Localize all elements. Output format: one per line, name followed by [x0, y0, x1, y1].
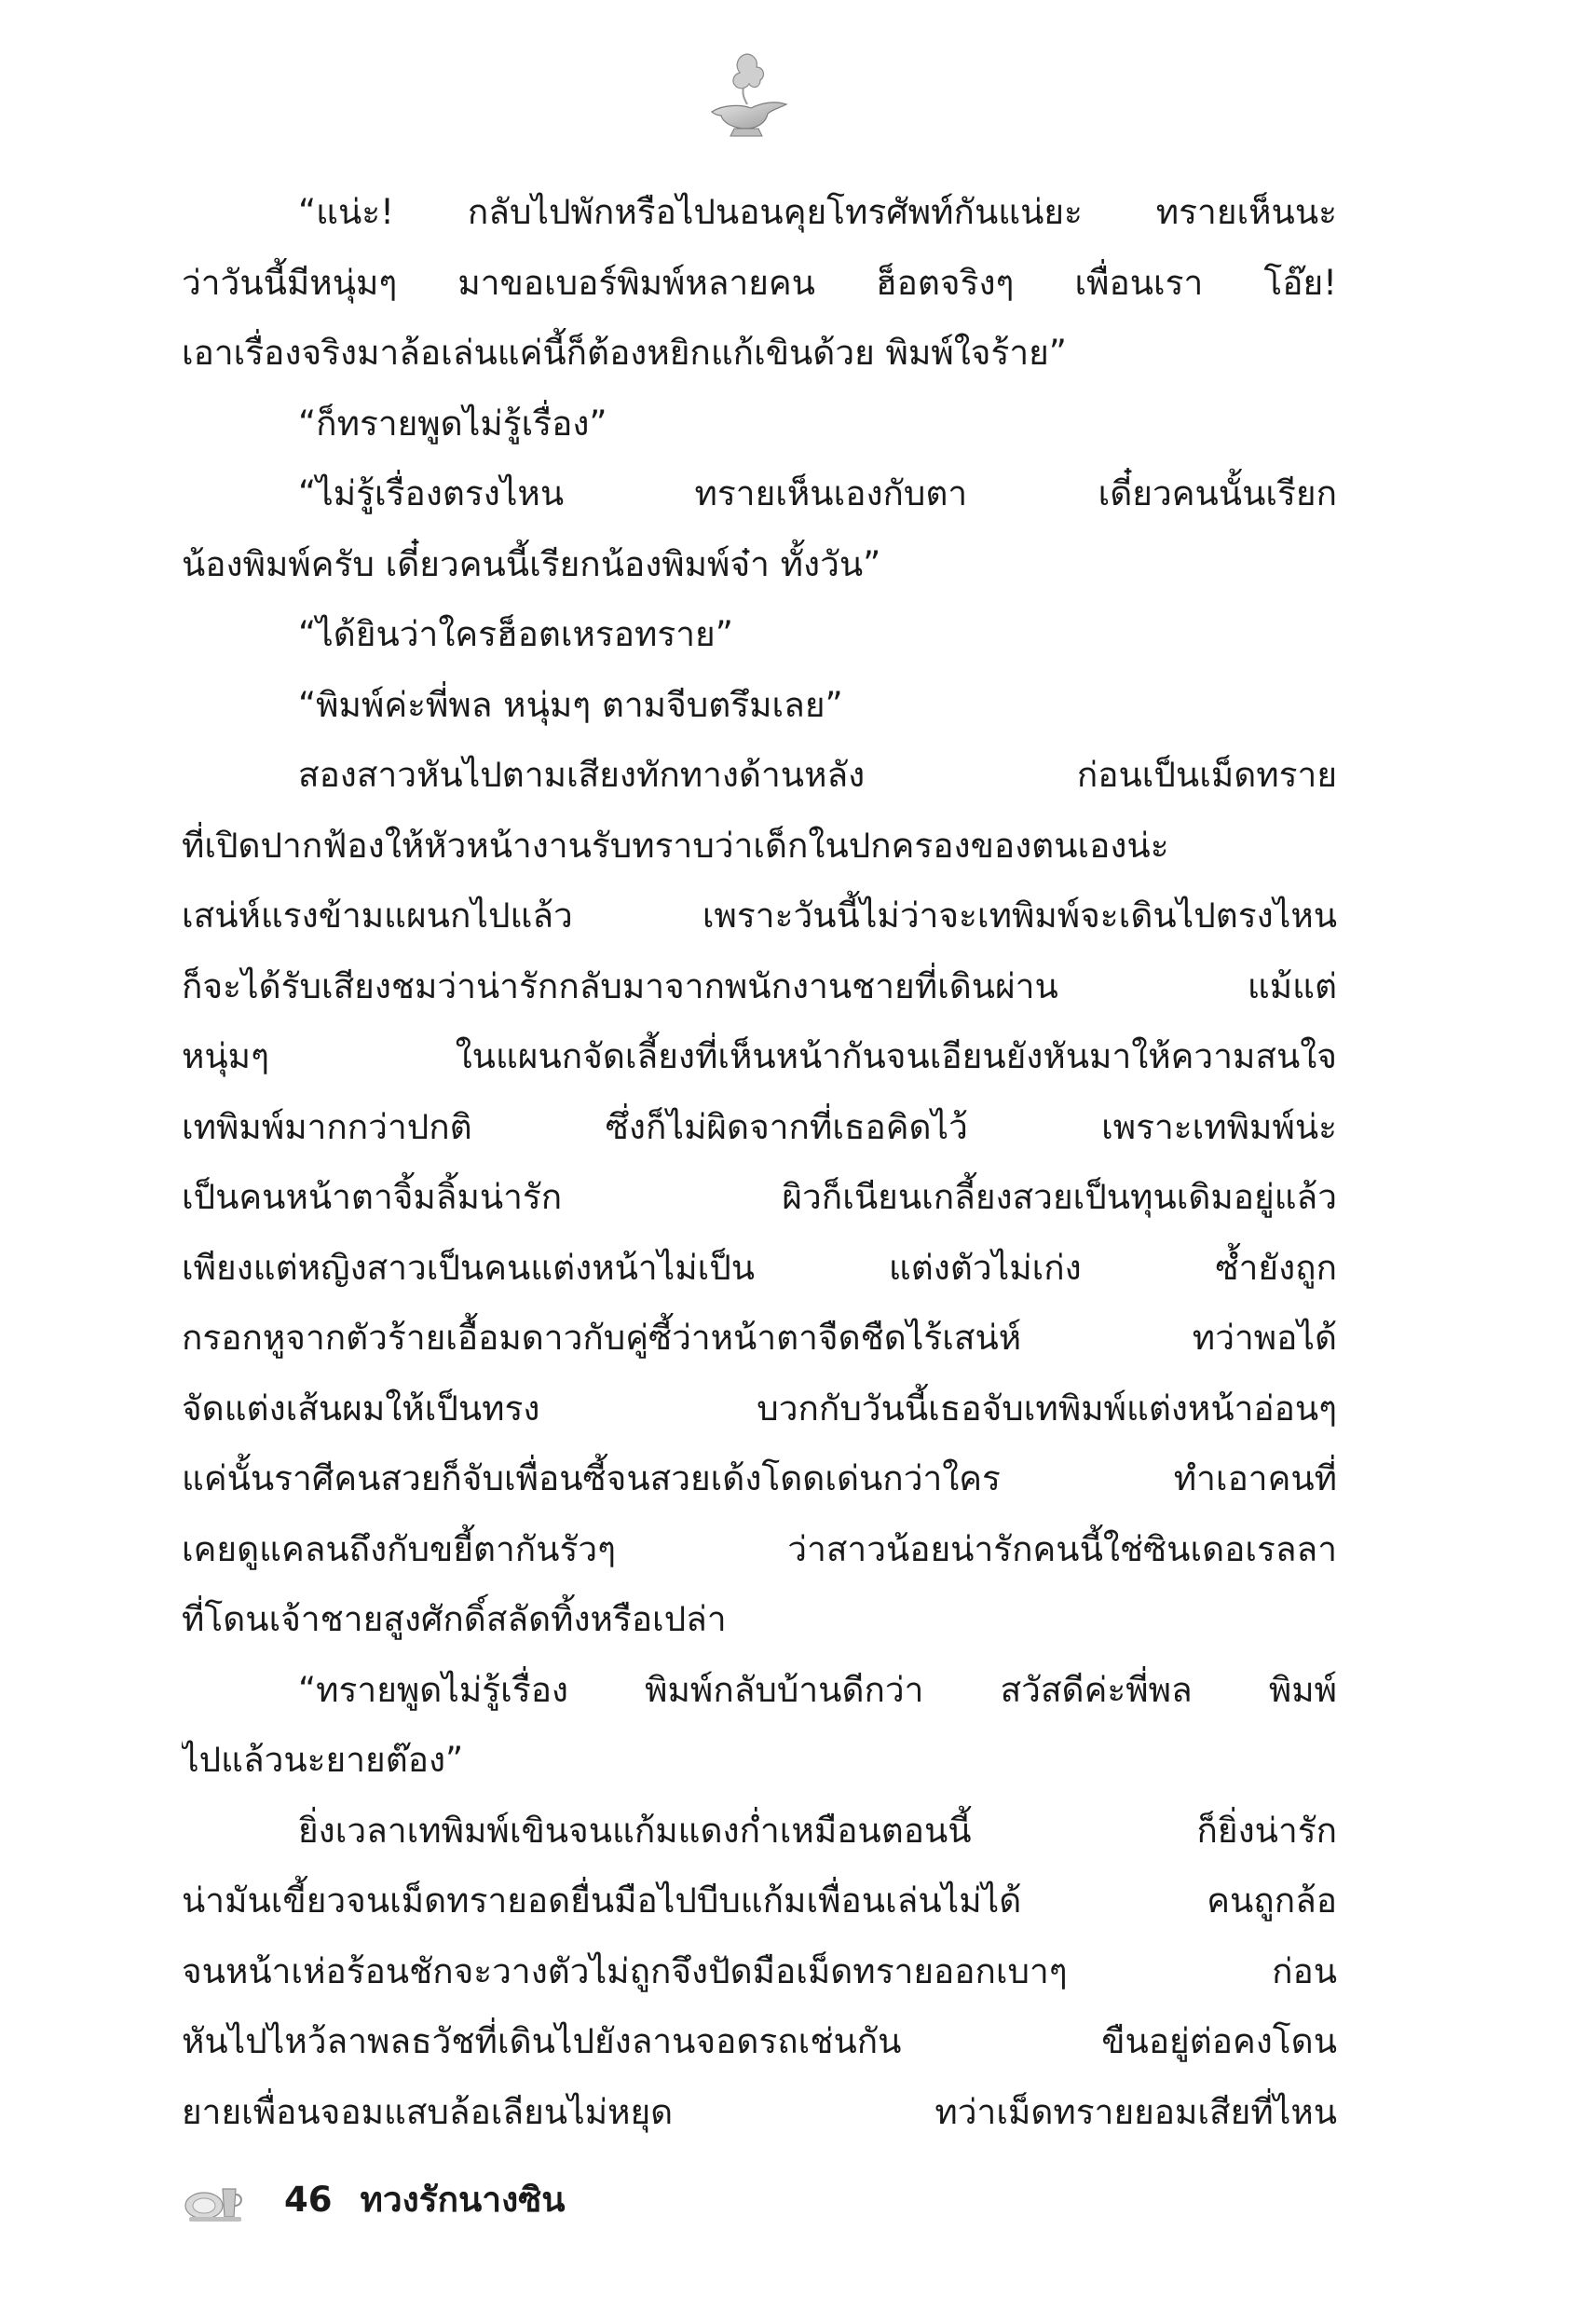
- genie-lamp-icon: [695, 47, 798, 149]
- text-line: ว่าวันนี้มีหนุ่มๆ มาขอเบอร์พิมพ์หลายคน ฮ็อตจริงๆ เพื่อนเรา โอ๊ย!: [182, 262, 1337, 303]
- text-line: “ทรายพูดไม่รู้เรื่อง พิมพ์กลับบ้านดีกว่า สวัสดีค่ะพี่พล พิมพ์: [298, 1669, 1337, 1710]
- text-line: น่ามันเขี้ยวจนเม็ดทรายอดยื่นมือไปบีบแก้มเพื่อนเล่นไม่ได้ คนถูกล้อ: [182, 1880, 1337, 1921]
- text-line: จนหน้าเห่อร้อนชักจะวางตัวไม่ถูกจึงปัดมือเม็ดทรายออกเบาๆ ก่อน: [182, 1950, 1337, 1991]
- text-line: จัดแต่งเส้นผมให้เป็นทรง บวกกับวันนี้เธอจับเทพิมพ์แต่งหน้าอ่อนๆ: [182, 1388, 1337, 1429]
- text-line: “แน่ะ! กลับไปพักหรือไปนอนคุยโทรศัพท์กันแน่ยะ ทรายเห็นนะ: [298, 192, 1337, 232]
- text-line: ยิ่งเวลาเทพิมพ์เขินจนแก้มแดงก่ำเหมือนตอนนี้ ก็ยิ่งน่ารัก: [298, 1810, 1337, 1851]
- text-line: ยายเพื่อนจอมแสบล้อเลียนไม่หยุด ทว่าเม็ดทรายยอมเสียที่ไหน: [182, 2091, 1337, 2132]
- text-line: “ได้ยินว่าใครฮ็อตเหรอทราย”: [298, 614, 733, 654]
- text-line: น้องพิมพ์ครับ เดี๋ยวคนนี้เรียกน้องพิมพ์จ๋า ทั้งวัน”: [182, 543, 881, 584]
- text-line: เพียงแต่หญิงสาวเป็นคนแต่งหน้าไม่เป็น แต่งตัวไม่เก่ง ซ้ำยังถูก: [182, 1247, 1337, 1288]
- text-line: หนุ่มๆ ในแผนกจัดเลี้ยงที่เห็นหน้ากันจนเอียนยังหันมาให้ความสนใจ: [182, 1036, 1337, 1076]
- text-line: ก็จะได้รับเสียงชมว่าน่ารักกลับมาจากพนักงานชายที่เดินผ่าน แม้แต่: [182, 965, 1337, 1006]
- text-line: กรอกหูจากตัวร้ายเอื้อมดาวกับคู่ซี้ว่าหน้าตาจืดชืดไร้เสน่ห์ ทว่าพอได้: [182, 1318, 1337, 1358]
- text-line: ที่โดนเจ้าชายสูงศักดิ์สลัดทิ้งหรือเปล่า: [182, 1599, 727, 1639]
- text-line: “พิมพ์ค่ะพี่พล หนุ่มๆ ตามจีบตรึมเลย”: [298, 684, 843, 725]
- text-line: เสน่ห์แรงข้ามแผนกไปแล้ว เพราะวันนี้ไม่ว่าจะเทพิมพ์จะเดินไปตรงไหน: [182, 896, 1337, 936]
- book-title: ทวงรักนางซิน: [360, 2179, 566, 2220]
- text-line: เทพิมพ์มากกว่าปกติ ซึ่งก็ไม่ผิดจากที่เธอคิดไว้ เพราะเทพิมพ์น่ะ: [182, 1106, 1337, 1147]
- text-line: ไปแล้วนะยายต๊อง”: [182, 1740, 464, 1780]
- text-line: เป็นคนหน้าตาจิ้มลิ้มน่ารัก ผิวก็เนียนเกลี้ยงสวยเป็นทุนเดิมอยู่แล้ว: [182, 1177, 1337, 1217]
- chapter-body-text: [182, 177, 1337, 2147]
- text-line: ที่เปิดปากฟ้องให้หัวหน้างานรับทราบว่าเด็กในปกครองของตนเองน่ะ: [182, 825, 1169, 866]
- page-footer: [182, 2171, 566, 2227]
- text-line: เอาเรื่องจริงมาล้อเล่นแค่นี้ก็ต้องหยิกแก้เขินด้วย พิมพ์ใจร้าย”: [182, 333, 1067, 373]
- text-line: แค่นั้นราศีคนสวยก็จับเพื่อนซี้จนสวยเด้งโดดเด่นกว่าใคร ทำเอาคนที่: [182, 1458, 1337, 1498]
- dishes-icon: [182, 2174, 247, 2224]
- text-line: สองสาวหันไปตามเสียงทักทางด้านหลัง ก่อนเป็นเม็ดทราย: [298, 755, 1337, 795]
- text-line: “ก็ทรายพูดไม่รู้เรื่อง”: [298, 403, 607, 444]
- text-line: เคยดูแคลนถึงกับขยี้ตากันรัวๆ ว่าสาวน้อยน่ารักคนนี้ใช่ซินเดอเรลลา: [182, 1528, 1337, 1569]
- page-number: 46: [284, 2179, 333, 2220]
- text-line: “ไม่รู้เรื่องตรงไหน ทรายเห็นเองกับตา เดี๋ยวคนนั้นเรียก: [298, 473, 1337, 513]
- text-line: หันไปไหว้ลาพลธวัชที่เดินไปยังลานจอดรถเช่นกัน ขืนอยู่ต่อคงโดน: [182, 2021, 1337, 2061]
